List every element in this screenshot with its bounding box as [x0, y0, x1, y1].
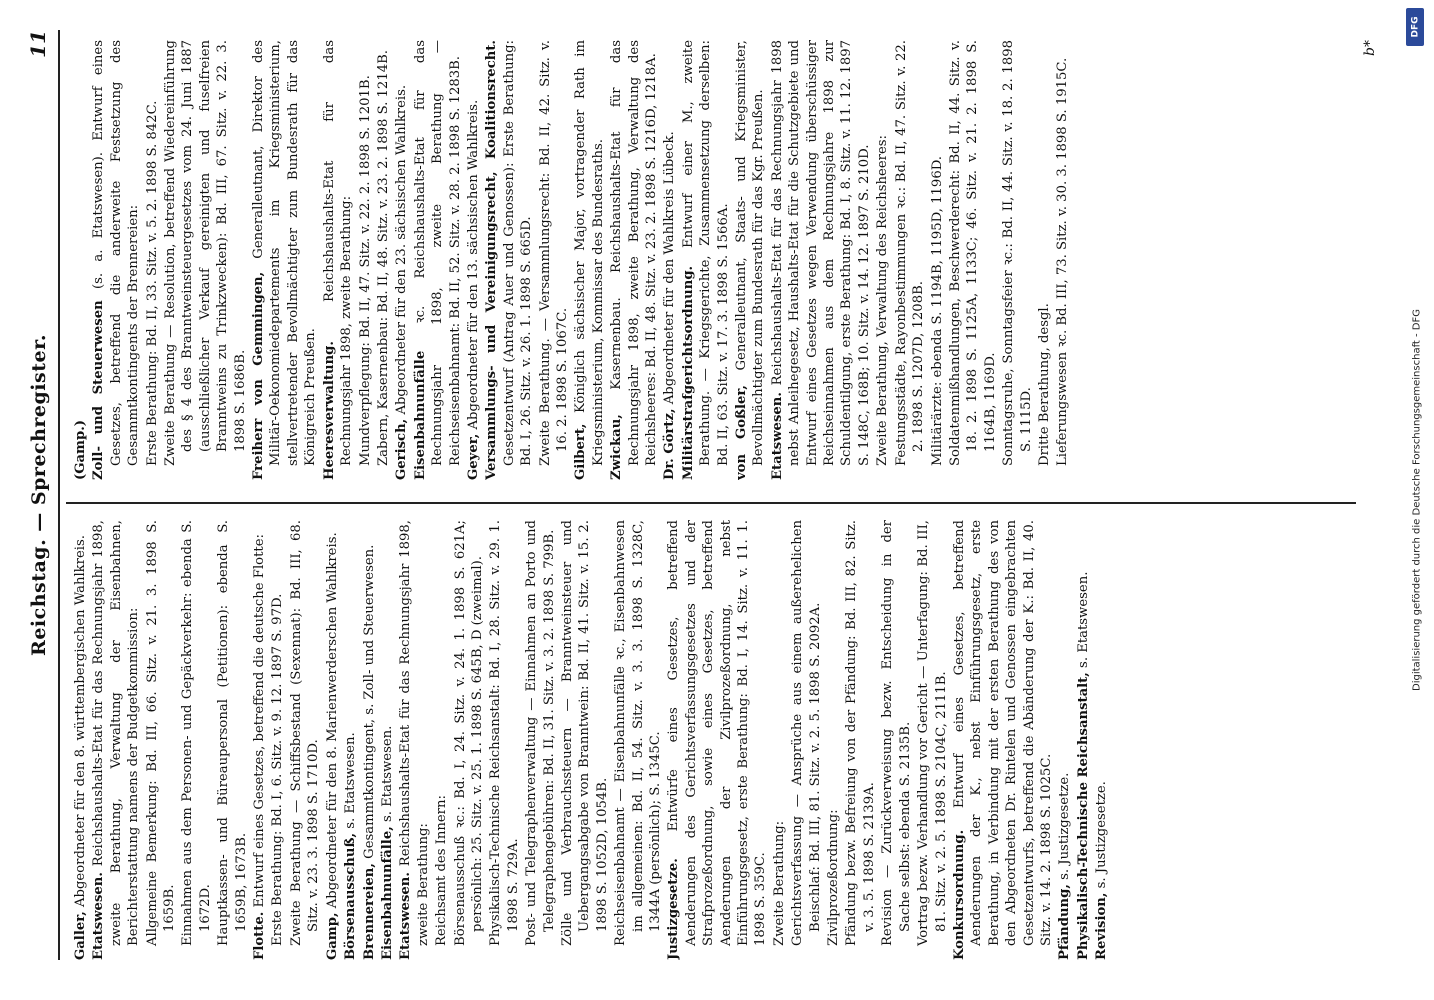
entry-text: Festungsstädte, Rayonbestimmungen ꝛc.: Bd. II, 47. Sitz. v. 22. 2. 1898 S. 1207D, 1208B.: [893, 40, 927, 466]
page-number: 11: [26, 30, 50, 58]
entry-text: Reichsamt des Innern:: [434, 795, 450, 946]
register-entry: [825, 520, 842, 960]
right-column: [72, 40, 1352, 480]
register-entry: [393, 40, 410, 480]
entry-text: Zweite Berathung — Schiffsbestand (Sexennat): Bd. III, 68. Sitz. v. 23. 3. 1898 S. 1710D.: [288, 520, 322, 946]
register-entry: [608, 40, 660, 480]
entry-text: Vortrag bezw. Verhandlung vor Gericht — Unterfagung: Bd. III, 81. Sitz. v. 2. 5. 1898 S. 2104C, 2111B.: [916, 520, 949, 946]
register-entry: [375, 40, 392, 480]
entry-block: [1075, 520, 1092, 960]
entry-text: Generalleutnant, Direktor des Militär-Oekonomiedepartements im Kriegsministerium, stellvertretender Bevollmächtigter zum Bundesrath für das Königreich Preußen.: [251, 40, 319, 466]
entry-block: [893, 40, 928, 480]
entry-text: Abgeordneter für den 8. württembergischen Wahlkreis.: [73, 535, 88, 912]
entry-block: [1093, 520, 1110, 960]
entry-heading: Justizgesetze.: [666, 858, 682, 960]
register-entry: [72, 40, 89, 480]
entry-text: Abgeordneter für den 8. Marienwerderschen Wahlkreis.: [324, 532, 340, 913]
entry-block: [537, 40, 572, 480]
entry-heading: Eisenbahnunfälle: [412, 350, 428, 480]
register-entry: [321, 40, 356, 480]
entry-text: Pfändung bezw. Befreiung von der Pfändung: Bd. III, 82. Sitz. v. 3. 5. 1898 S. 2139A.: [844, 520, 877, 946]
register-entry: [947, 40, 999, 480]
entry-heading: Freiherr von Gemmingen,: [251, 271, 267, 480]
register-entry: [433, 520, 450, 960]
entry-block: [215, 520, 250, 960]
dfg-logo: [1406, 8, 1424, 46]
entry-text: ꝛc. Reichshaushalts-Etat für das Rechnungsjahr 1898, zweite Berathung — Reichseisenbahnamt: Bd. II, 52. Sitz. v. 28. 2. 1898 S. 1283B.: [412, 40, 463, 466]
entry-heading: Geyer,: [465, 433, 481, 480]
entry-heading: Börsenausschuß,: [343, 832, 359, 960]
entry-block: [929, 40, 946, 480]
entry-block: [771, 520, 788, 960]
entry-text: Abgeordneter für den 13. sächsischen Wahlkreis.: [465, 99, 481, 434]
entry-block: [412, 40, 464, 480]
entry-text: Allgemeine Bemerkung: Bd. III, 66. Sitz. v. 21. 3. 1898 S. 1659B.: [144, 520, 178, 946]
entry-block: [879, 520, 914, 960]
entry-heading: von Goßler,: [734, 384, 750, 480]
entry-heading: Militärstrafgerichtsordnung.: [680, 265, 696, 480]
entry-text: Zweite Berathung. — Versammlungsrecht: Bd. II, 42. Sitz. v. 16. 2. 1898 S. 1067C.: [537, 40, 570, 466]
entry-text: Abgeordneter für den Wahlkreis Lübeck.: [662, 131, 678, 409]
entry-block: [951, 520, 1055, 960]
entry-text: Entwurf eines Gesetzes, betreffend die deutsche Flotte:: [252, 534, 268, 912]
entry-text: Erste Berathung: Bd. I, 6. Sitz. v. 9. 12. 1897 S. 97D.: [270, 593, 286, 946]
entry-text: Reichseisenbahnamt — Eisenbahnunfälle ꝛc., Eisenbahnwesen im allgemeinen: Bd. II, 54. Sitz. v. 3. 3. 1898 S. 1328C, 1344A (persönlich); S. 1345C.: [613, 520, 663, 946]
register-entry: [1075, 520, 1092, 960]
register-entry: [144, 40, 161, 480]
entry-text: s. Etatswesen.: [1075, 571, 1091, 673]
entry-heading: Gerisch,: [394, 418, 410, 480]
left-column: [72, 520, 1352, 960]
register-entry: [843, 520, 878, 960]
entry-heading: Galler,: [73, 911, 88, 960]
entry-block: [523, 520, 558, 960]
entry-text: Hauptkassen- und Büreaupersonal (Petitionen): ebenda S. 1659B, 1673B.: [216, 520, 249, 946]
entry-block: [915, 520, 950, 960]
entry-block: [357, 40, 374, 480]
entry-heading: Revision,: [1094, 892, 1110, 960]
entry-text: Königlich sächsischer Major, vortragender Rath im Kriegsministerium, Kommissar des Bundesraths.: [573, 40, 606, 466]
entry-text: s. Etatswesen.: [343, 732, 359, 833]
register-entry: [215, 520, 250, 960]
register-entry: [288, 520, 323, 960]
register-entry: [1054, 40, 1071, 480]
entry-text: s. Justizgesetze.: [1057, 772, 1073, 885]
page-title: Reichstag. — Sprechregister.: [28, 334, 50, 656]
entry-text: Sonntagsruhe, Sonntagsfeier ꝛc.: Bd. II, 44. Sitz. v. 18. 2. 1898 S. 1115D.: [1001, 40, 1034, 466]
entry-text: Reichshaushalts-Etat für das Rechnungsjahr 1898, zweite Berathung:: [398, 520, 431, 946]
entry-block: [1036, 40, 1053, 480]
register-entry: [162, 40, 249, 480]
entry-text: Entwürfe eines Gesetzes, betreffend Aenderungen des Gerichtsverfassungsgesetzes und der Strafprozeßordnung, sowie eines Gesetzes, betreffend Aenderungen der Zivilprozeßordnung, nebst Einführungsgesetz, erste Berathung: Bd. I, 14. Sitz. v. 11. 1. 1898 S. 359C.: [666, 520, 769, 946]
entry-block: [612, 520, 664, 960]
entry-heading: (Gamp.): [73, 419, 88, 480]
entry-text: Gesetzentwurf (Antrag Auer und Genossen): Erste Berathung: Bd. I, 26. Sitz. v. 26. 1. 1898 S. 665D.: [501, 40, 535, 466]
entry-block: [843, 520, 878, 960]
register-entry: [361, 520, 378, 960]
entry-heading: Zwickau,: [609, 414, 625, 480]
register-entry: [342, 520, 359, 960]
entry-text: Zölle und Verbrauchssteuern — Branntweinsteuer und Uebergangsabgabe von Branntwein: Bd. II, 41. Sitz. v. 15. 2. 1898 S. 1052D, 1054B.: [559, 520, 610, 946]
register-entry: [179, 520, 214, 960]
entry-text: Reichshaushalts-Etat für das Rechnungsjahr 1898 nebst Anleihegesetz, Haushalts-Etat für die Schutzgebiete und Entwurf eines Gesetzes wegen Verwendung überschüssiger Reichseinnahmen aus dem Rechnungsjahre 1898 zur Schuldentilgung, erste Berathung: Bd. I, 8. Sitz. v. 11. 12. 1897 S. 148C, 168B; 10. Sitz. v. 14. 12. 1897 S. 210D.: [769, 40, 872, 466]
entry-text: Abgeordneter für den 23. sächsischen Wahlkreis.: [394, 84, 410, 419]
entry-heading: Pfändung,: [1057, 884, 1073, 960]
entry-block: [769, 40, 873, 480]
entry-block: [1054, 40, 1071, 480]
entry-block: [251, 520, 268, 960]
entry-text: Börsenausschuß ꝛc.: Bd. I, 24. Sitz. v. 24. 1. 1898 S. 621A; persönlich: 25. Sitz. v. 25. 1. 1898 S. 645B, D (zweimal).: [452, 520, 485, 946]
entry-block: [789, 520, 824, 960]
register-entry: [1000, 40, 1035, 480]
entry-text: Revision — Zurückverweisung bezw. Entscheidung in der Sache selbst: ebenda S. 2135B.: [880, 520, 913, 946]
entry-heading: Zoll- und Steuerwesen: [91, 300, 107, 480]
entry-text: Reichshaushalts-Etat für das Rechnungsjahr 1898, zweite Berathung:: [321, 40, 355, 466]
entry-block: [1056, 520, 1073, 960]
register-entry: [324, 520, 341, 960]
entry-block: [90, 520, 142, 960]
register-entry: [144, 520, 179, 960]
register-entry: [483, 40, 535, 480]
register-entry: [559, 520, 611, 960]
entry-block: [487, 520, 522, 960]
register-entry: [572, 40, 607, 480]
entry-heading: Gamp,: [324, 912, 340, 960]
register-entry: [72, 520, 89, 960]
entry-block: [947, 40, 999, 480]
entry-block: [452, 520, 487, 960]
entry-text: Zabern, Kasernenbau: Bd. II, 48. Sitz. v. 23. 2. 1898 S. 1214B.: [375, 50, 391, 466]
entry-text: Mundverpflegung: Bd. II, 47. Sitz. v. 22. 2. 1898 S. 1201B.: [357, 75, 373, 466]
entry-heading: Physikalisch-Technische Reichsanstalt,: [1075, 672, 1091, 960]
entry-text: (s. a. Etatswesen). Entwurf eines Gesetzes, betreffend die anderweite Festsetzung des Gesammtkontingents der Brennereien:: [91, 40, 142, 466]
entry-block: [72, 520, 89, 960]
entry-block: [1000, 40, 1035, 480]
entry-heading: Flotte.: [252, 911, 268, 960]
entry-text: Erste Berathung: Bd. II, 33. Sitz. v. 5. 2. 1898 S. 842C.: [144, 100, 160, 466]
register-entry: [487, 520, 522, 960]
entry-text: Entwurf eines Gesetzes, betreffend Aenderungen der K., nebst Einführungsgesetz, erste Berathung, in Verbindung mit der ersten Berathung des von den Abgeordneten Dr. Rintelen und Genossen eingebrachten Gesetzentwurfs, betreffend die Abänderung der K.: Bd. II, 40. Sitz. v. 14. 2. 1898 S. 1025C.: [951, 520, 1054, 946]
page-header: [28, 30, 60, 960]
register-entry: [90, 40, 142, 480]
entry-text: Lieferungswesen ꝛc. Bd. III, 73. Sitz. v. 30. 3. 1898 S. 1915C.: [1055, 57, 1071, 466]
register-entry: [452, 520, 487, 960]
register-entry: [893, 40, 928, 480]
register-entry: [612, 520, 664, 960]
register-entry: [769, 40, 873, 480]
entry-block: [874, 40, 891, 480]
register-entry: [665, 520, 769, 960]
entry-block: [179, 520, 214, 960]
entry-text: Zivilprozeßordnung:: [826, 809, 842, 946]
register-entry: [661, 40, 678, 480]
entry-block: [324, 520, 341, 960]
register-entry: [523, 520, 558, 960]
entry-block: [379, 520, 396, 960]
entry-block: [661, 40, 678, 480]
entry-block: [572, 40, 607, 480]
register-entry: [1036, 40, 1053, 480]
entry-text: Reichshaushalts-Etat für das Rechnungsjahr 1898, zweite Berathung, Verwaltung der Eisenbahnen, Berichterstattung namens der Budgetkommission:: [91, 520, 142, 946]
entry-heading: Heeresverwaltung.: [321, 341, 337, 480]
entry-text: s. Etatswesen.: [379, 725, 395, 827]
entry-block: [393, 40, 410, 480]
entry-text: Gerichtsverfassung — Ansprüche aus einem außerehelichen Beischlaf: Bd. III, 81. Sitz. v. 2. 5. 1898 S. 2092A.: [790, 520, 823, 946]
entry-block: [680, 40, 732, 480]
register-entry: [412, 40, 464, 480]
register-entry: [680, 40, 732, 480]
register-entry: [733, 40, 768, 480]
register-entry: [250, 40, 320, 480]
entry-block: [90, 40, 142, 480]
entry-text: Physikalisch-Technische Reichsanstalt: Bd. I, 28. Sitz. v. 29. 1. 1898 S. 729A.: [488, 520, 521, 946]
entry-heading: Etatswesen.: [398, 872, 414, 960]
entry-block: [269, 520, 286, 960]
register-entry: [879, 520, 914, 960]
entry-heading: Etatswesen.: [769, 392, 785, 480]
entry-block: [665, 520, 769, 960]
register-entry: [251, 520, 268, 960]
entry-block: [397, 520, 432, 960]
entry-text: s. Justizgesetze.: [1094, 781, 1110, 893]
entry-text: Gesammtkontingent, s. Zoll- und Steuerwesen.: [361, 544, 377, 864]
entry-text: Dritte Berathung, desgl.: [1036, 303, 1052, 466]
entry-block: [361, 520, 378, 960]
dfg-credit: Digitalisierung gefördert durch die Deutsche Forschungsgemeinschaft - DFG: [1411, 308, 1423, 692]
dfg-logo-text: DFG: [1410, 16, 1421, 38]
entry-text: Zweite Berathung:: [771, 820, 787, 946]
register-entry: [465, 40, 482, 480]
entry-block: [465, 40, 482, 480]
entry-block: [433, 520, 450, 960]
entry-block: [375, 40, 392, 480]
entry-block: [144, 520, 179, 960]
entry-text: Zweite Berathung, Verwaltung des Reichsheeres:: [875, 135, 891, 466]
register-entry: [771, 520, 788, 960]
entry-block: [733, 40, 768, 480]
entry-block: [321, 40, 356, 480]
entry-heading: Gilbert,: [573, 423, 589, 480]
entry-heading: Etatswesen.: [91, 872, 107, 960]
entry-heading: Brennereien,: [361, 863, 377, 960]
entry-block: [342, 520, 359, 960]
entry-block: [483, 40, 535, 480]
entry-block: [144, 40, 161, 480]
entry-block: [250, 40, 320, 480]
register-entry: [1093, 520, 1110, 960]
register-entry: [269, 520, 286, 960]
entry-text: Einnahmen aus dem Personen- und Gepäckverkehr: ebenda S. 1672D.: [180, 520, 213, 946]
entry-heading: Dr. Görtz,: [662, 408, 678, 480]
register-entry: [90, 520, 142, 960]
register-entry: [915, 520, 950, 960]
entry-block: [162, 40, 249, 480]
entry-text: Kasernenbau. Reichshaushalts-Etat für das Rechnungsjahr 1898, zweite Berathung, Verwaltung des Reichsheeres: Bd. II, 48. Sitz. v. 23. 2. 1898 S. 1216D, 1218A.: [609, 40, 659, 466]
register-entry: [379, 520, 396, 960]
register-entry: [789, 520, 824, 960]
entry-text: Soldatenmißhandlungen, Beschwerderecht: Bd. II, 44. Sitz. v. 18. 2. 1898 S. 1125A, 1133C; 46. Sitz. v. 21. 2. 1898 S. 1164B, 1169D.: [947, 40, 998, 466]
entry-text: Post- und Telegraphenverwaltung — Einnahmen an Porto und Telegraphengebühren: Bd. II, 31. Sitz. v. 3. 2. 1898 S. 799B.: [524, 520, 557, 946]
register-entry: [357, 40, 374, 480]
entry-block: [288, 520, 323, 960]
register-entry: [1056, 520, 1073, 960]
entry-text: Generalleutnant, Staats- und Kriegsminister, Bevollmächtigter zum Bundesrath für das Kgr. Preußen.: [734, 40, 767, 466]
entry-heading: Versammlungs- und Vereinigungsrecht, Koalitionsrecht.: [484, 40, 500, 480]
digitization-sidebar: [1404, 0, 1430, 1000]
entry-block: [72, 40, 89, 480]
register-entry: [874, 40, 891, 480]
entry-heading: Eisenbahnunfälle,: [379, 826, 395, 960]
entry-block: [608, 40, 660, 480]
register-entry: [397, 520, 432, 960]
entry-text: Zweite Berathung — Resolution, betreffend Wiedereinführung des § 4 des Branntweinsteuergesetzes vom 24. Juni 1887 (ausschließlicher Verkauf gereinigten und fuselfreien Branntweins zu Trinkzwecken): Bd. III, 67. Sitz. v. 22. 3. 1898 S. 1686B.: [163, 40, 248, 466]
entry-block: [559, 520, 611, 960]
entry-text: Militärärzte: ebenda S. 1194B, 1195D, 1196D.: [929, 155, 945, 466]
column-divider: [66, 502, 1356, 504]
signature-mark: b*: [1362, 40, 1378, 56]
register-entry: [929, 40, 946, 480]
entry-heading: Konkursordnung.: [951, 829, 967, 960]
register-entry: [951, 520, 1055, 960]
entry-block: [825, 520, 842, 960]
register-entry: [537, 40, 572, 480]
entry-text: Entwurf einer M., zweite Berathung. — Kriegsgerichte, Zusammensetzung derselben: Bd. II, 63. Sitz. v. 17. 3. 1898 S. 1566A.: [680, 40, 731, 466]
